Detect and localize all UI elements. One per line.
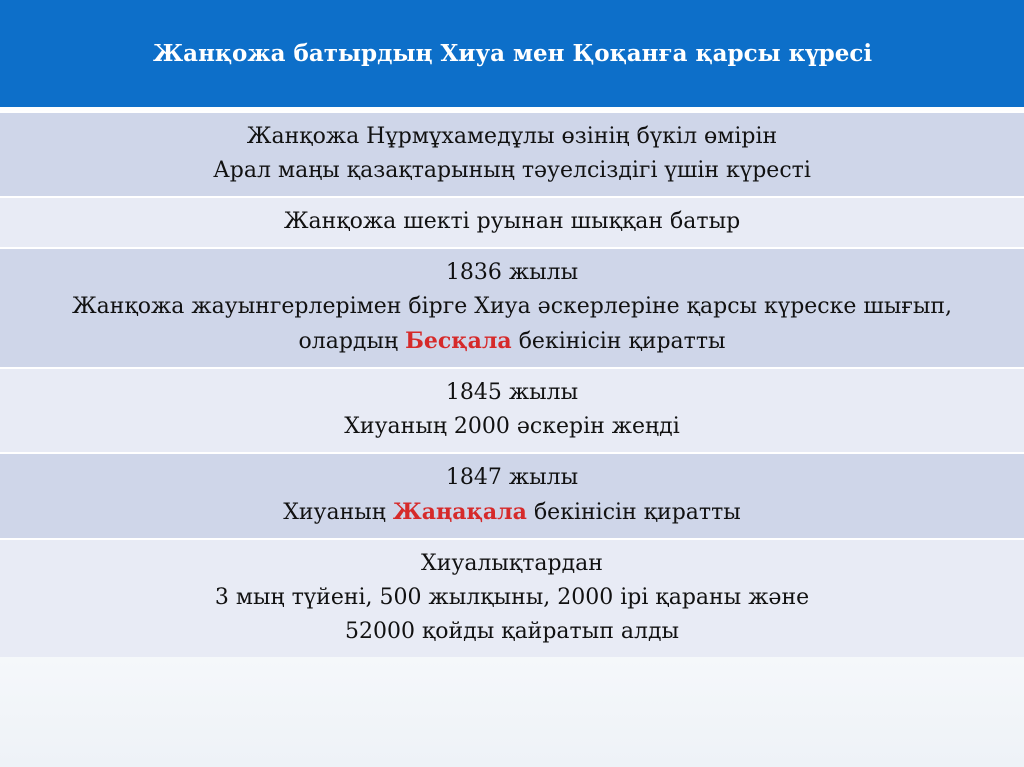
table-cell — [0, 368, 1024, 453]
row-5-pre-text: Хиуаның — [283, 500, 386, 525]
row-1-line-2: Арал маңы қазақтарының тәуелсіздігі үшін күресті — [213, 158, 811, 183]
slide-title: Жанқожа батырдың Хиуа мен Қоқанға қарсы күресі — [153, 40, 873, 67]
content-table — [0, 111, 1024, 657]
table-row — [0, 539, 1024, 657]
table-row — [0, 112, 1024, 197]
table-row — [0, 453, 1024, 539]
table-cell — [0, 112, 1024, 197]
row-3-post-text: бекінісін қиратты — [518, 329, 726, 354]
row-1-line-1: Жанқожа Нұрмұхамедұлы өзінің бүкіл өмірін — [246, 124, 778, 149]
table-cell — [0, 453, 1024, 539]
table-row — [0, 248, 1024, 368]
table-cell — [0, 248, 1024, 368]
table-row — [0, 368, 1024, 453]
table-row — [0, 197, 1024, 248]
slide-header — [0, 0, 1024, 107]
row-3-line-2: Жанқожа жауынгерлерімен бірге Хиуа әскерлеріне қарсы күреске шығып, — [71, 294, 953, 319]
row-2-line-1: Жанқожа шекті руынан шыққан батыр — [283, 209, 741, 234]
row-3-year: 1836 жылы — [445, 260, 579, 285]
row-6-line-1: Хиуалықтардан — [421, 551, 603, 576]
row-5-post-text: бекінісін қиратты — [533, 500, 741, 525]
row-3-line-3 — [0, 324, 1024, 359]
row-4-line-2: Хиуаның 2000 әскерін жеңді — [344, 414, 680, 439]
highlight-fortress-name: Бесқала — [405, 328, 512, 354]
row-6-line-3: 52000 қойды қайратып алды — [344, 619, 680, 644]
highlight-fortress-name: Жаңақала — [392, 499, 527, 525]
table-cell — [0, 539, 1024, 657]
row-5-line-2 — [0, 495, 1024, 530]
row-3-pre-text: олардың — [298, 329, 399, 354]
row-5-year: 1847 жылы — [445, 465, 579, 490]
row-6-line-2: 3 мың түйені, 500 жылқыны, 2000 ірі қараны және — [214, 585, 810, 610]
row-4-year: 1845 жылы — [445, 380, 579, 405]
table-cell — [0, 197, 1024, 248]
